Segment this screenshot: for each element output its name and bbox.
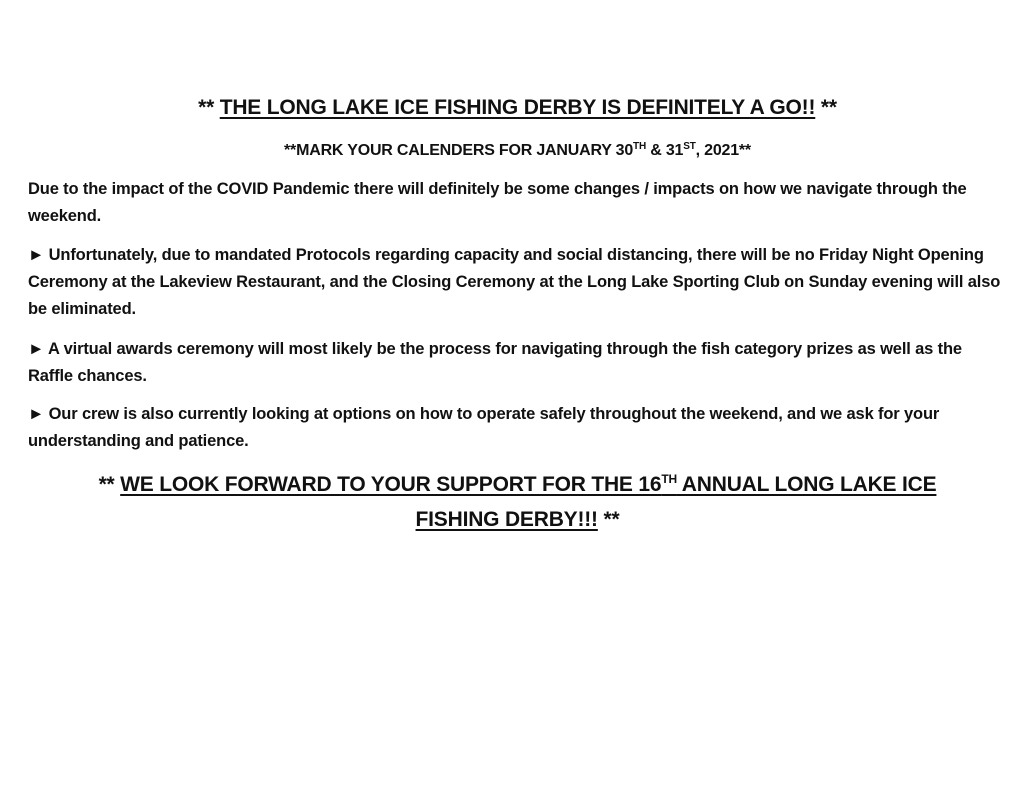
date-subtitle [0, 142, 1035, 160]
subtitle-text: & 31 [645, 142, 684, 159]
closing-underlined [120, 473, 936, 531]
bullet-paragraph-crew [28, 401, 1003, 455]
ordinal-suffix: TH [633, 141, 646, 152]
title-prefix: ** [198, 96, 220, 119]
paragraph-text: A virtual awards ceremony will most likely be the process for navigating through the fish category prizes as well as the Raffle chances. [28, 340, 962, 385]
intro-paragraph [28, 176, 1003, 230]
bullet-paragraph-ceremonies [28, 242, 1003, 323]
subtitle-text: **MARK YOUR CALENDERS FOR JANUARY 30 [284, 142, 634, 159]
title-suffix: ** [815, 96, 837, 119]
closing-suffix: ** [597, 508, 620, 531]
ordinal-suffix: ST [683, 141, 696, 152]
closing-text: ANNUAL LONG LAKE ICE FISHING DERBY!!! [415, 473, 937, 531]
ordinal-suffix: TH [661, 472, 677, 486]
page-title [0, 96, 1035, 120]
closing-message [60, 467, 975, 537]
triangle-bullet-icon: ► [28, 405, 49, 423]
title-text: THE LONG LAKE ICE FISHING DERBY IS DEFINITELY A GO!! [219, 96, 816, 119]
paragraph-text: Our crew is also currently looking at options on how to operate safely throughout the weekend, and we ask for your understanding and patience. [28, 405, 940, 450]
bullet-paragraph-awards [28, 336, 1003, 390]
triangle-bullet-icon: ► [28, 246, 49, 264]
paragraph-text: Unfortunately, due to mandated Protocols regarding capacity and social distancing, there will be no Friday Night Opening Ceremony at the Lakeview Restaurant, and the Closing Ceremony at the Long Lake Sporting Club on Sunday evening will also be eliminated. [28, 246, 1001, 318]
paragraph-text: Due to the impact of the COVID Pandemic there will definitely be some changes / impacts on how we navigate through the weekend. [28, 180, 967, 225]
closing-prefix: ** [98, 473, 121, 496]
subtitle-text: , 2021** [695, 142, 751, 159]
closing-text: WE LOOK FORWARD TO YOUR SUPPORT FOR THE 16 [120, 473, 662, 496]
triangle-bullet-icon: ► [28, 340, 49, 358]
